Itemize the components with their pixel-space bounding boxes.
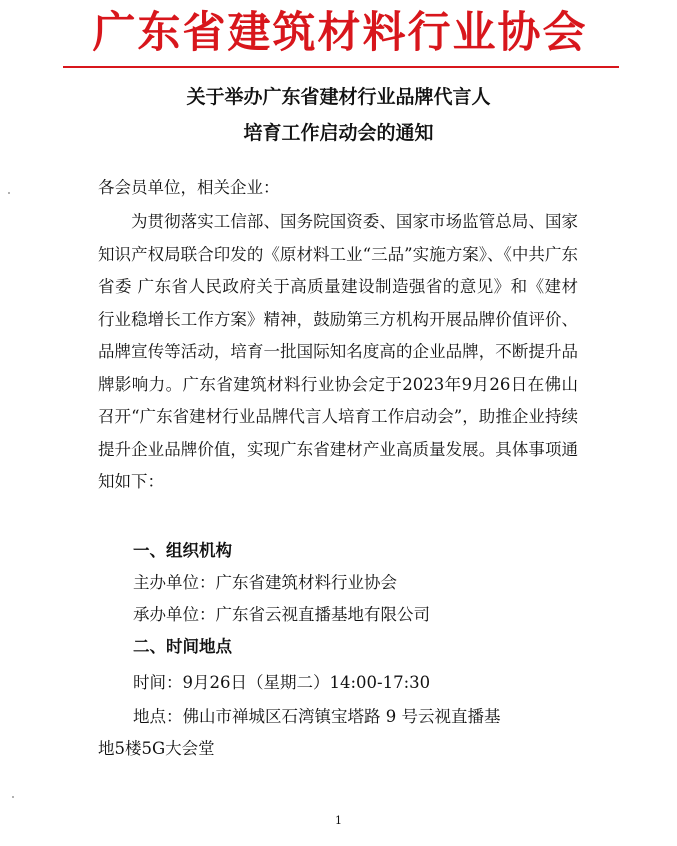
document-title-line-1: 关于举办广东省建材行业品牌代言人	[186, 86, 491, 108]
section-heading-organization: 一、组织机构	[133, 541, 232, 560]
page-number: 1	[335, 814, 342, 827]
host-unit: 主办单位：广东省建筑材料行业协会	[133, 573, 397, 592]
body-paragraph: 为贯彻落实工信部、国务院国资委、国家市场监管总局、国家知识产权局联合印发的《原材料工业“三品”实施方案》、《中共广东省委 广东省人民政府关于高质量建设制造强省的意见》和《建材行业稳增长工作方案》精神，鼓励第三方机构开展品牌价值评价、品牌宣传等活动，培育一批国际知名度高的企业品牌，不断提升品牌影响力。广东省建筑材料行业协会定于2023年9月26日在佛山召开“广东省建材行业品牌代言人培育工作启动会”，助推企业持续提升企业品牌价值，实现广东省建材产业高质量发展。具体事项通知如下：	[98, 212, 578, 491]
salutation: 各会员单位，相关企业：	[98, 178, 280, 197]
letterhead-red-rule	[63, 66, 619, 68]
event-place-line-1: 地点：佛山市禅城区石湾镇宝塔路 9 号云视直播基	[133, 707, 501, 726]
scan-speck	[12, 796, 14, 798]
event-place-line-2: 地5楼5G大会堂	[98, 739, 215, 758]
organizer-unit: 承办单位：广东省云视直播基地有限公司	[133, 605, 430, 624]
document-title-line-2: 培育工作启动会的通知	[243, 122, 434, 144]
section-heading-time-place: 二、时间地点	[133, 637, 232, 656]
scan-speck	[8, 192, 10, 194]
event-time: 时间：9月26日（星期二）14:00-17:30	[133, 673, 431, 692]
letterhead-organization: 广东省建筑材料行业协会	[92, 8, 588, 58]
